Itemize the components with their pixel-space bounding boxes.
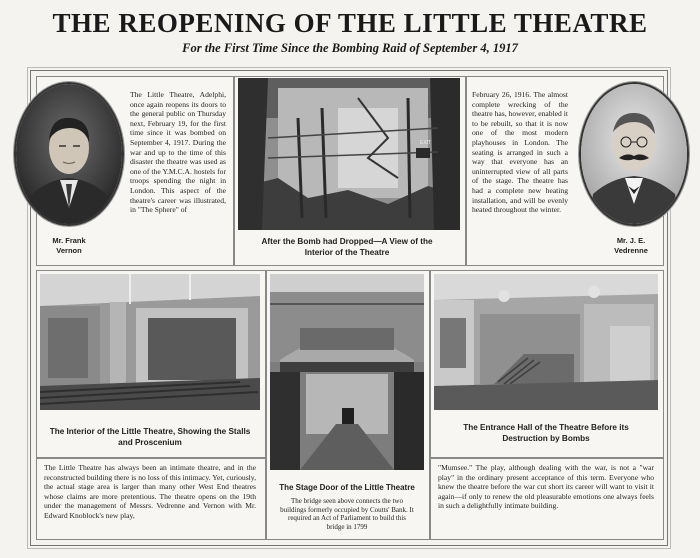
text-top-right: February 26, 1916. The almost complete wrecking of the theatre has, however, enabled it to be rebuilt, so that it is now one of the most modern playhouses in London. The seating is arranged in such a way that everyone has an uninterrupted view of all parts of the stage. The theatre has had a complete new heating installation, and will be evenly heated throughout the winter. [472, 90, 568, 215]
portrait-vernon [14, 82, 124, 226]
page-subtitle: For the First Time Since the Bombing Raid of September 4, 1917 [182, 41, 518, 55]
caption-stage-door: The Stage Door of the Little Theatre [279, 483, 415, 492]
stage-door-photo [270, 274, 424, 470]
stage-door-note: The bridge seen above connects the two buildings formerly occupied by Coutts' Bank. It required an Act of Parliament to build this bridge in 1799 [280, 497, 414, 531]
interior-photo [40, 274, 260, 410]
bomb-photo [238, 78, 460, 230]
caption-entrance: The Entrance Hall of the Theatre Before its Destruction by Bombs [463, 423, 629, 443]
portrait-vedrenne [579, 82, 689, 226]
caption-vedrenne: Mr. J. E. Vedrenne [614, 236, 648, 255]
page-title: THE REOPENING OF THE LITTLE THEATRE [52, 8, 648, 38]
caption-vernon: Mr. Frank Vernon [52, 236, 86, 255]
text-bottom-right: "Mumsee." The play, although dealing with the war, is not a "war play" in the ordinary present acceptance of this term. Everyone who knew the theatre before the war cut short its career will want to visit it again—if only to renew the old pleasurable emotions one always feels in such a delightfully intimate building. [438, 463, 654, 511]
text-top-left: The Little Theatre, Adelphi, once again reopens its doors to the general public on Thursday next, February 19, for the first time since it was bombed on September 4, 1917. During the war and up to the time of this disaster the theatre was used as one of the Y.M.C.A. hostels for troops spending the night in London. This aspect of the theatre's career was illustrated, in "The Sphere" of [130, 90, 226, 215]
entrance-photo [434, 274, 658, 410]
caption-interior: The Interior of the Little Theatre, Showing the Stalls and Proscenium [49, 427, 251, 447]
text-bottom-left: The Little Theatre has always been an intimate theatre, and in the reconstructed building there is no loss of this intimacy. Yet, curiously, the actual stage area is larger than many other West End theatres whose claims are more pretentious. The theatre opens on the 19th under the management of Messrs. Vedrenne and Vernon with Mr. Edward Knoblock's new play, [44, 463, 256, 520]
caption-bomb: After the Bomb had Dropped—A View of the Interior of the Theatre [261, 237, 433, 257]
exit-sign: EXIT [420, 140, 432, 146]
